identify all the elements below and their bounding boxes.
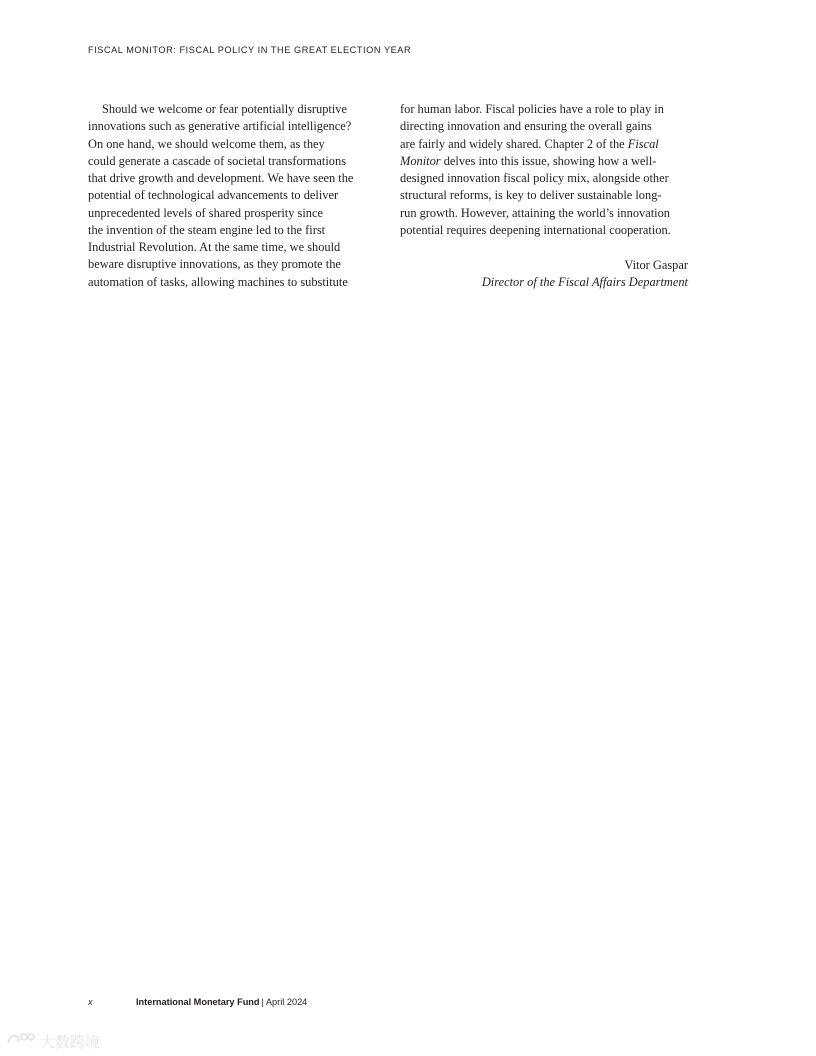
body-line: Industrial Revolution. At the same time, we should	[88, 240, 341, 254]
body-line: for human labor. Fiscal policies have a role to play in	[400, 102, 664, 116]
body-column-left	[88, 101, 378, 291]
signatory-title: Director of the Fiscal Affairs Department	[481, 275, 688, 290]
body-line: run growth. However, attaining the world’s innovation	[400, 205, 670, 220]
body-line: beware disruptive innovations, as they promote the	[88, 257, 341, 272]
body-line: automation of tasks, allowing machines to substitute	[88, 274, 348, 289]
footer-date: April 2024	[265, 997, 308, 1007]
publication-title-italic: Fiscal	[627, 136, 659, 151]
page-footer	[88, 997, 307, 1007]
body-text-run: delves into this issue, showing how a well-	[440, 153, 657, 168]
body-line: potential of technological advancements to deliver	[88, 188, 339, 203]
body-column-right	[400, 101, 690, 239]
body-line	[400, 153, 690, 170]
body-line: designed innovation fiscal policy mix, alongside other	[400, 171, 669, 185]
page-number: x	[88, 997, 93, 1007]
signature-block	[482, 257, 688, 292]
body-line: potential requires deepening international cooperation.	[400, 222, 671, 237]
watermark-logo-mark	[8, 1034, 34, 1043]
footer-organization: International Monetary Fund	[136, 997, 260, 1007]
signatory-name: Vitor Gaspar	[624, 258, 688, 272]
body-line: unprecedented levels of shared prosperity since	[88, 205, 323, 220]
watermark-text: 大数跨境	[40, 1033, 101, 1051]
watermark-logo	[4, 1028, 110, 1052]
footer-separator: |	[261, 997, 264, 1007]
body-line: the invention of the steam engine led to the first	[88, 222, 326, 237]
body-line: that drive growth and development. We have seen the	[88, 171, 354, 185]
body-line: structural reforms, is key to deliver sustainable long-	[400, 188, 662, 203]
body-line	[400, 136, 690, 153]
running-header: FISCAL MONITOR: FISCAL POLICY IN THE GREAT ELECTION YEAR	[88, 45, 412, 55]
body-line: innovations such as generative artificial intelligence?	[88, 119, 352, 134]
publication-title-italic: Monitor	[400, 153, 441, 168]
body-text-run: are fairly and widely shared. Chapter 2 of the	[400, 136, 628, 151]
body-line: could generate a cascade of societal transformations	[88, 153, 347, 168]
body-line: On one hand, we should welcome them, as they	[88, 136, 325, 151]
body-line: Should we welcome or fear potentially disruptive	[102, 102, 347, 116]
body-line: directing innovation and ensuring the overall gains	[400, 119, 652, 134]
